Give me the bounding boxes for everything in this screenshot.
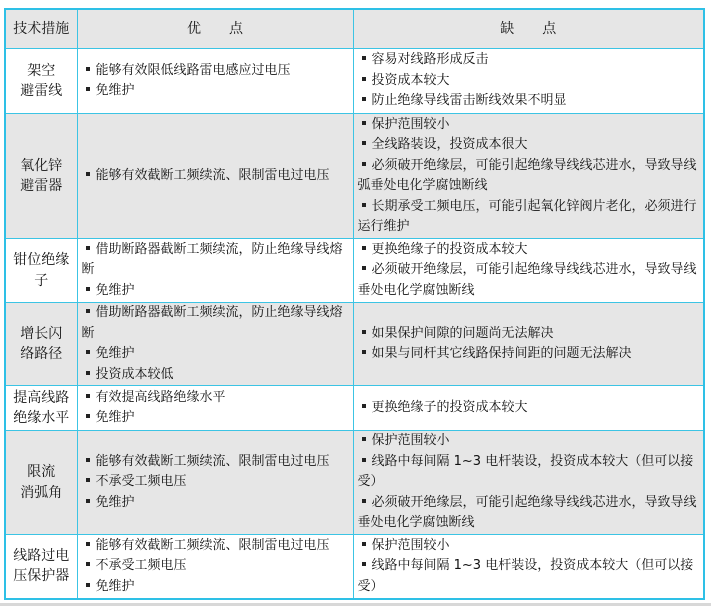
bullet-icon [86, 562, 90, 566]
measure-name-line: 架空 [27, 62, 56, 79]
item-text: 保护范围较小 [371, 537, 450, 553]
measure-name [5, 239, 77, 303]
header-pros: 优 点 [77, 9, 353, 49]
table-row [5, 114, 704, 239]
con-item [358, 50, 700, 71]
item-text: 免维护 [95, 83, 135, 98]
pro-item [82, 556, 349, 577]
item-text: 能够有效截断工频续流、限制雷电过电压 [95, 167, 330, 183]
pro-item [82, 344, 349, 365]
item-text: 全线路装设，投资成本很大 [371, 137, 528, 152]
bullet-icon [86, 458, 90, 462]
bullet-icon [86, 67, 90, 71]
pros-cell [77, 114, 353, 239]
bullet-icon [86, 246, 90, 250]
pro-item [82, 452, 349, 473]
cons-cell [353, 303, 704, 386]
measure-name-line: 避雷器 [20, 178, 63, 194]
measure-name [5, 49, 77, 114]
table-row [5, 303, 704, 386]
measure-name-line: 绝缘水平 [13, 410, 70, 426]
cons-cell [353, 431, 704, 535]
item-text: 有效提高线路绝缘水平 [95, 389, 226, 405]
pro-item [82, 81, 349, 102]
pros-cell [77, 431, 353, 535]
bullet-icon [362, 56, 366, 60]
bullet-icon [86, 478, 90, 482]
item-text: 更换绝缘子的投资成本较大 [371, 241, 528, 257]
item-text: 如果保护间隙的问题尚无法解决 [371, 325, 554, 341]
measure-name [5, 431, 77, 535]
item-text: 防止绝缘导线雷击断线效果不明显 [371, 93, 567, 109]
bullet-icon [86, 394, 90, 398]
header-row [5, 9, 704, 49]
item-text: 更换绝缘子的投资成本较大 [371, 399, 528, 415]
header-measure: 技术措施 [5, 9, 77, 49]
bullet-icon [362, 121, 366, 125]
pros-cell [77, 303, 353, 386]
table-row [5, 431, 704, 535]
con-item [358, 115, 700, 136]
pros-cell [77, 386, 353, 431]
pro-item [82, 577, 349, 598]
bullet-icon [362, 203, 366, 207]
pro-item [82, 493, 349, 514]
con-item [358, 324, 700, 345]
con-item [358, 493, 700, 534]
bullet-icon [86, 350, 90, 354]
pro-item [82, 388, 349, 409]
bullet-icon [362, 77, 366, 81]
pro-item [82, 536, 349, 557]
pro-item [82, 365, 349, 386]
bullet-icon [362, 141, 366, 145]
bullet-icon [362, 458, 366, 462]
bullet-icon [86, 499, 90, 503]
item-text: 不承受工频电压 [95, 474, 187, 490]
measure-name-line: 限流 [27, 464, 56, 480]
con-item [358, 91, 700, 112]
bullet-icon [86, 414, 90, 418]
pro-item [82, 166, 349, 187]
measure-name-line: 增长闪 [20, 325, 63, 342]
item-text: 免维护 [95, 346, 135, 361]
cons-cell [353, 386, 704, 431]
bullet-icon [362, 562, 366, 566]
bullet-icon [362, 437, 366, 441]
con-item [358, 135, 700, 156]
pro-item [82, 472, 349, 493]
item-text: 必须破开绝缘层，可能引起绝缘导线线芯进水，导致导线垂处电化学腐蚀断线 [357, 262, 697, 298]
measure-name-line: 消弧角 [20, 484, 63, 501]
table-row [5, 239, 704, 303]
item-text: 免维护 [95, 578, 135, 594]
item-text: 能够有效截断工频续流、限制雷电过电压 [95, 537, 330, 553]
item-text: 如果与同杆其它线路保持间距的问题无法解决 [371, 346, 632, 361]
item-text: 容易对线路形成反击 [371, 52, 489, 68]
bullet-icon [86, 583, 90, 587]
con-item [358, 344, 700, 365]
con-item [358, 197, 700, 238]
bullet-icon [362, 542, 366, 546]
bullet-icon [86, 172, 90, 176]
measure-name [5, 303, 77, 386]
con-item [358, 452, 700, 493]
comparison-table [4, 8, 705, 600]
item-text: 免维护 [95, 410, 135, 425]
measure-name-line: 钳位绝缘 [13, 252, 70, 268]
con-item [358, 240, 700, 261]
con-item [358, 260, 700, 301]
bullet-icon [362, 246, 366, 250]
measure-name-line: 络路径 [20, 346, 63, 362]
measure-name-line: 提高线路 [13, 389, 70, 406]
con-item [358, 156, 700, 197]
cons-cell [353, 114, 704, 239]
cons-cell [353, 49, 704, 114]
bullet-icon [86, 309, 90, 313]
measure-name [5, 114, 77, 239]
con-item [358, 398, 700, 419]
pro-item [82, 303, 349, 344]
item-text: 保护范围较小 [371, 116, 450, 132]
measure-name [5, 535, 77, 599]
bullet-icon [362, 97, 366, 101]
measure-name-line: 压保护器 [13, 568, 70, 585]
measure-name-line: 子 [34, 272, 49, 289]
bullet-icon [86, 287, 90, 291]
pros-cell [77, 239, 353, 303]
item-text: 长期承受工频电压，可能引起氧化锌阀片老化，必须进行运行维护 [357, 198, 697, 234]
pros-cell [77, 535, 353, 599]
item-text: 投资成本较低 [95, 366, 174, 382]
item-text: 借助断路器截断工频续流，防止绝缘导线熔断 [81, 241, 343, 278]
con-item [358, 556, 700, 597]
cons-cell [353, 535, 704, 599]
item-text: 借助断路器截断工频续流，防止绝缘导线熔断 [81, 305, 343, 341]
item-text: 免维护 [95, 494, 135, 510]
bullet-icon [86, 542, 90, 546]
item-text: 线路中每间隔 1~3 电杆装设，投资成本较大（但可以接受） [357, 453, 694, 490]
measure-name-line: 线路过电 [13, 547, 70, 564]
measure-name [5, 386, 77, 431]
pro-item [82, 240, 349, 281]
item-text: 线路中每间隔 1~3 电杆装设，投资成本较大（但可以接受） [357, 558, 694, 594]
header-cons: 缺 点 [353, 9, 704, 49]
bullet-icon [362, 330, 366, 334]
item-text: 免维护 [95, 282, 135, 298]
item-text: 保护范围较小 [371, 433, 450, 449]
item-text: 投资成本较大 [371, 72, 450, 88]
bullet-icon [362, 350, 366, 354]
pros-cell [77, 49, 353, 114]
table-row [5, 386, 704, 431]
bullet-icon [86, 87, 90, 91]
pro-item [82, 61, 349, 82]
measure-name-line: 避雷线 [20, 83, 63, 99]
pro-item [82, 281, 349, 302]
con-item [358, 431, 700, 452]
item-text: 必须破开绝缘层，可能引起绝缘导线线芯进水，导致导线垂处电化学腐蚀断线 [357, 494, 697, 531]
cons-cell [353, 239, 704, 303]
table-row [5, 49, 704, 114]
item-text: 能够有效截断工频续流、限制雷电过电压 [95, 453, 330, 469]
con-item [358, 71, 700, 92]
bullet-icon [362, 266, 366, 270]
bullet-icon [86, 371, 90, 375]
item-text: 必须破开绝缘层，可能引起绝缘导线线芯进水，导致导线弧垂处电化学腐蚀断线 [357, 157, 697, 193]
bullet-icon [362, 162, 366, 166]
pro-item [82, 408, 349, 429]
table-row [5, 535, 704, 599]
bullet-icon [362, 499, 366, 503]
measure-name-line: 氧化锌 [20, 157, 63, 174]
bullet-icon [362, 404, 366, 408]
con-item [358, 536, 700, 557]
item-text: 能够有效限低线路雷电感应过电压 [95, 62, 291, 78]
item-text: 不承受工频电压 [95, 558, 187, 573]
